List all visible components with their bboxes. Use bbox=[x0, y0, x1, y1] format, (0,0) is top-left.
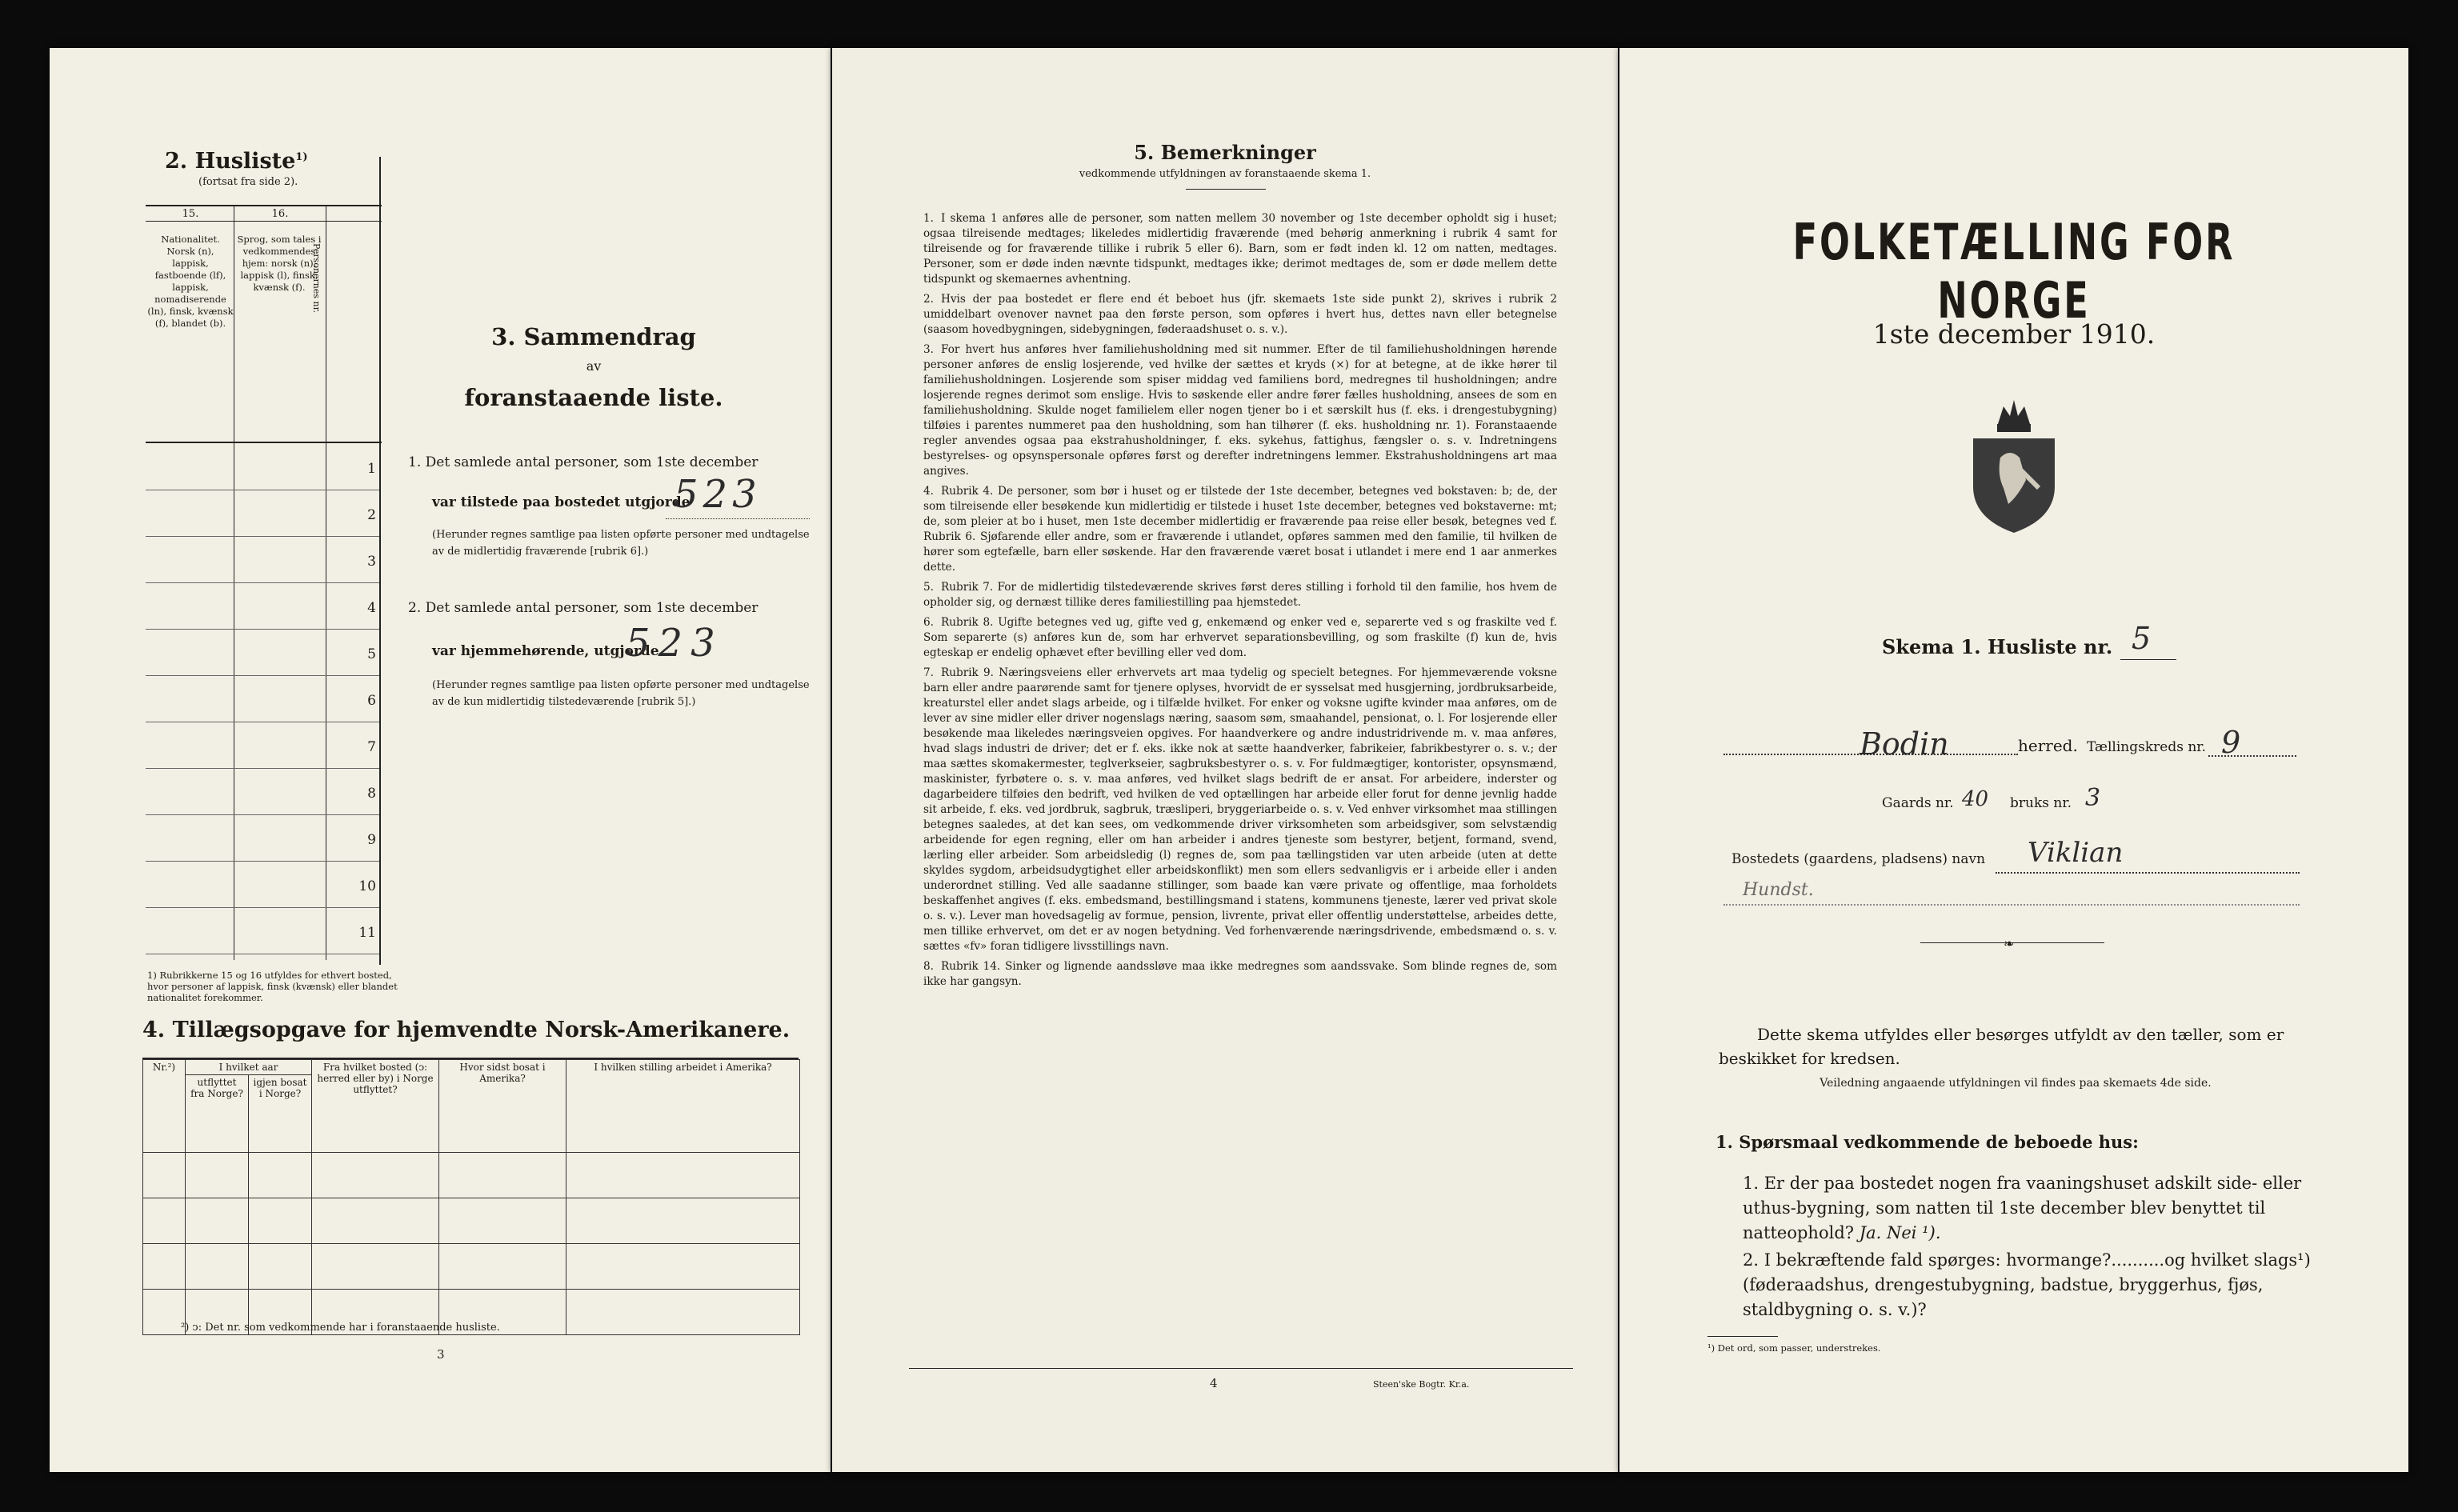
husliste-row-number: 10 bbox=[358, 878, 376, 894]
tillaeg-col-position: I hvilken stilling arbeidet i Amerika? bbox=[566, 1060, 800, 1153]
husliste-footnote: 1) Rubrikkerne 15 og 16 utfyldes for ethvert bosted, hvor personer af lappisk, finsk (kvænsk) eller blandet nationalitet forekommer. bbox=[147, 970, 398, 1003]
remarks-list bbox=[923, 211, 1557, 994]
husliste-row-number: 8 bbox=[367, 786, 376, 802]
summary-item-2-value: 523 bbox=[626, 621, 723, 666]
page-number-3: 3 bbox=[437, 1347, 445, 1362]
remark-item: 7. Rubrik 9. Næringsveiens eller erhvervets art maa tydelig og specielt betegnes. For hjemmeværende voksne barn eller andre paarørende samt for tjenere oplyses, hvorvidt de er sysselsat med husgjerning, jordbruksarbeide, kreaturstel eller andet slags arbeide, og i tilfælde hvilket. For enker og voksne ugifte kvinder maa anføres, om de lever av sine midler eller driver nogenslags næring, saasom søm, smaahandel, pensionat, o. l. For losjerende eller besøkende maa likeledes næringsveien opgives. For haandverkere og andre industridrivende m. v. maa anføres, hvad slags industri de driver; det er f. eks. ikke nok at sætte haandverker, fabrikeier, fabrikbestyrer o. s. v.; der maa sættes skomakermester, teglverkseier, sagbruksbestyrer o. s. v. For fuldmægtiger, kontorister, opsynsmænd, maskinister, fyrbøtere o. s. v. maa anføres, ved hvilket slags bedrift de er ansat. For arbeidere, inderster og dagarbeidere tilføies den bedrift, ved hvilken de ved optællingen har arbeide eller forut for denne jevnlig hadde sit arbeide, f. eks. ved jordbruk, sagbruk, træsliperi, bryggeriarbeide o. s. v. Ved enhver virksomhet maa stillingen betegnes saaledes, at det kan sees, om vedkommende driver virksomheten som arbeidsgiver, som selvstændig arbeidende for egen regning, eller om han arbeider i andres tjeneste som bestyrer, betjent, formand, svend, lærling eller arbeider. Som arbeidsledig (l) regnes de, som paa tællingstiden var uten arbeide (uten at dette skyldes sygdom, arbeidsudygtighet eller arbeidskonflikt) men som ellers sedvanligvis er i arbeide eller i anden underordnet stilling. Ved alle saadanne stillinger, som baade kan være private og offentlige, maa forholdets beskaffenhet angives (f. eks. embedsmand, bestillingsmand i statens, kommunens tjeneste, lærer ved privat skole o. s. v.). Lever man hovedsagelig av formue, pension, livrente, privat eller offentlig understøttelse, arbeides dette, men tillike erhvervet, om det er av nogen betydning. Ved forhenværende næringsdrivende, embedsmænd o. s. v. sættes «fv» foran tidligere livsstillings navn. bbox=[923, 666, 1557, 953]
kreds-value: 9 bbox=[2221, 725, 2241, 760]
husliste-row-line bbox=[146, 675, 379, 676]
col15-header: Nationalitet. Norsk (n), lappisk, fastboende (lf), lappisk, nomadiserende (ln), finsk, kvænsk (f), blandet (b). bbox=[147, 234, 234, 329]
tillaeg-footnote: ²) ↄ: Det nr. som vedkommende har i foranstaaende husliste. bbox=[181, 1322, 500, 1334]
bosted-value-2: Hundst. bbox=[1743, 880, 1814, 900]
husliste-row-number: 4 bbox=[367, 600, 376, 616]
summary-item-2-note: (Herunder regnes samtlige paa listen opførte personer med undtagelse av de kun midlertidig tilstedeværende [rubrik 5].) bbox=[432, 679, 810, 708]
col15-number: 15. bbox=[182, 208, 199, 220]
document-date: 1ste december 1910. bbox=[1872, 318, 2156, 350]
coat-of-arms-icon bbox=[1962, 392, 2066, 536]
right-footnote: ¹) Det ord, som passer, understrekes. bbox=[1707, 1342, 1881, 1354]
document-title: FOLKETÆLLING FOR NORGE bbox=[1792, 213, 2236, 330]
summary-item-2: 2. Det samlede antal personer, som 1ste december bbox=[408, 600, 759, 616]
tillaeg-col-emigrated: utflyttet fra Norge? bbox=[186, 1075, 249, 1153]
husliste-row-number: 1 bbox=[367, 461, 376, 477]
tillaeg-table bbox=[142, 1059, 800, 1335]
husliste-row-number: 5 bbox=[367, 646, 376, 662]
remark-item: 4. Rubrik 4. De personer, som bør i huset og er tilstede der 1ste december, betegnes ved bokstaven: b; de, der som tilreisende eller besøkende kun midlertidig er tilstede i huset 1ste december, betegnes ved bokstaverne: mt; de, som pleier at bo i huset, men 1ste december midlertidig er fraværende paa reise eller besøk, betegnes ved f. Rubrik 6. Sjøfarende eller andre, som er fraværende i utlandet, opføres sammen med den familie, til hvilken de hører som egtefælle, barn eller søskende. Har den fraværende været bosat i utlandet i mere end 1 aar anmerkes dette. bbox=[923, 485, 1557, 574]
veiledning-text: Veiledning angaaende utfyldningen vil findes paa skemaets 4de side. bbox=[1819, 1077, 2212, 1090]
bosted-label: Bostedets (gaardens, pladsens) navn bbox=[1731, 851, 1986, 867]
herred-value: Bodin bbox=[1860, 726, 1949, 762]
herred-label: herred. bbox=[2018, 736, 2078, 755]
summary-item-1-label: var tilstede paa bostedet utgjorde bbox=[432, 494, 691, 510]
husliste-title: 2. Husliste$^{1)}$ bbox=[165, 149, 308, 174]
remarks-subtitle: vedkommende utfyldningen av foranstaaende skema 1. bbox=[1079, 168, 1371, 180]
remark-item: 5. Rubrik 7. For de midlertidig tilstedeværende skrives først deres stilling i forhold til den familie, hos hvem de opholder sig, og dernæst tillike deres familiestilling paa hjemstedet. bbox=[923, 581, 1557, 609]
husliste-row-line bbox=[146, 768, 379, 769]
col16-header: Sprog, som tales i vedkommendes hjem: norsk (n), lappisk (l), finsk, kvænsk (f). bbox=[237, 234, 322, 293]
husliste-row-number: 3 bbox=[367, 554, 376, 570]
husliste-row-line bbox=[146, 582, 379, 583]
tillaeg-col-nr: Nr.²) bbox=[143, 1060, 186, 1153]
tillaeg-title: 4. Tillægsopgave for hjemvendte Norsk-Amerikanere. bbox=[142, 1018, 791, 1042]
husliste-row-line bbox=[146, 629, 379, 630]
husliste-subtitle: (fortsat fra side 2). bbox=[198, 176, 298, 188]
remark-item: 1. I skema 1 anføres alle de personer, som natten mellem 30 november og 1ste december opholdt sig i huset; ogsaa tilreisende medtages; likeledes midlertidig fraværende (med behørig anmerkning i rubrik 4 samt for tilreisende og for fraværende tillike i rubrik 5 eller 6). Barn, som er født inden kl. 12 om natten, medtages. Personer, som er døde inden nævnte tidspunkt, medtages ikke; derimot medtages de, som er døde mellem dette tidspunkt og skemaernes avhentning. bbox=[923, 212, 1557, 286]
husliste-row-number: 7 bbox=[367, 739, 376, 755]
col16-number: 16. bbox=[271, 208, 289, 220]
sammendrag-title: 3. Sammendrag bbox=[491, 323, 696, 350]
husliste-row-number: 9 bbox=[367, 832, 376, 848]
gaards-label: Gaards nr. bbox=[1882, 795, 1954, 811]
summary-item-1: 1. Det samlede antal personer, som 1ste december bbox=[408, 454, 759, 470]
gaards-value: 40 bbox=[1962, 787, 1989, 811]
summary-item-2-label: var hjemmehørende, utgjorde bbox=[432, 643, 659, 659]
tillaeg-col-year: I hvilket aar bbox=[186, 1060, 312, 1075]
husliste-row-number: 6 bbox=[367, 693, 376, 709]
bruks-value: 3 bbox=[2085, 784, 2101, 812]
bruks-label: bruks nr. bbox=[2010, 795, 2072, 811]
summary-item-1-note: (Herunder regnes samtlige paa listen opførte personer med undtagelse av de midlertidig fraværende [rubrik 6].) bbox=[432, 529, 810, 558]
husliste-row-line bbox=[146, 861, 379, 862]
summary-item-1-value: 523 bbox=[674, 472, 762, 517]
question-2: 2. I bekræftende fald spørges: hvormange?..........og hvilket slags¹) (føderaadshus, drengestubygning, badstue, bryggerhus, fjøs, staldbygning o. s. v.)? bbox=[1743, 1250, 2311, 1319]
sammendrag-av: av bbox=[586, 358, 602, 374]
page-number-4: 4 bbox=[1210, 1376, 1218, 1390]
husliste-row-number: 2 bbox=[367, 507, 376, 523]
sammendrag-subtitle: foranstaaende liste. bbox=[464, 384, 723, 411]
kreds-label: Tællingskreds nr. bbox=[2087, 739, 2206, 755]
skema-label: Skema 1. Husliste nr. bbox=[1882, 635, 2113, 658]
remark-item: 3. For hvert hus anføres hver familiehusholdning med sit nummer. Efter de til familiehusholdningen hørende personer anføres de enslig losjerende, ved hvilke der sættes et kryds (×) for at betegne, at de ikke hører til familiehusholdningen. Losjerende som spiser middag ved familiens bord, medregnes til husholdningen; andre losjerende regnes derimot som enslige. Hvis to søskende eller andre fører fælles husholdning, ansees de som en familiehusholdning. Skulde noget familielem eller nogen tjener bo i et særskilt hus (f. eks. i drengestubygning) tilføies i parentes nummeret paa den husholdning, som han tilhører (f. eks. husholdning nr. 1). Foranstaaende regler anvendes ogsaa paa ekstrahusholdninger, f. eks. sykehus, fattighus, fængsler o. s. v. Indretningens bestyrelses- og opsynspersonale opføres først og derefter indretningens lemmer. Ekstrahusholdningens art maa angives. bbox=[923, 343, 1557, 478]
remarks-title: 5. Bemerkninger bbox=[1134, 141, 1316, 164]
question-1: 1. Er der paa bostedet nogen fra vaaningshuset adskilt side- eller uthus-bygning, som natten til 1ste december blev benyttet til natteophold? Ja. Nei ¹). bbox=[1743, 1174, 2302, 1242]
husliste-row-line bbox=[146, 536, 379, 537]
question-heading: 1. Spørsmaal vedkommende de beboede hus: bbox=[1715, 1132, 2139, 1152]
husliste-row-line bbox=[146, 814, 379, 815]
instruction-text: Dette skema utfyldes eller besørges utfyldt av den tæller, som er beskikket for kredsen. bbox=[1719, 1025, 2284, 1068]
tillaeg-col-from: Fra hvilket bosted (ↄ: herred eller by) i Norge utflyttet? bbox=[312, 1060, 439, 1153]
remark-item: 2. Hvis der paa bostedet er flere end ét beboet hus (jfr. skemaets 1ste side punkt 2), skrives i rubrik 2 umiddelbart ovenover navnet paa den første person, som opføres i hvert hus, dettes navn eller betegnelse (saasom hovedbygningen, sidebygningen, føderaadshuset o. s. v.). bbox=[923, 293, 1557, 336]
tillaeg-col-last: Hvor sidst bosat i Amerika? bbox=[439, 1060, 566, 1153]
page-right bbox=[1619, 48, 2408, 1472]
husliste-row-line bbox=[146, 907, 379, 908]
page-left bbox=[50, 48, 831, 1472]
col-person-header: Personernes nr. bbox=[311, 243, 322, 314]
husliste-nr: 5 bbox=[2132, 621, 2152, 656]
page-middle bbox=[832, 48, 1618, 1472]
ornament-icon: ❧ bbox=[2004, 936, 2015, 951]
tillaeg-col-returned: igjen bosat i Norge? bbox=[249, 1075, 312, 1153]
husliste-row-number: 11 bbox=[358, 925, 376, 941]
remark-item: 8. Rubrik 14. Sinker og lignende aandssløve maa ikke medregnes som aandssvake. Som blinde regnes de, som ikke har gangsyn. bbox=[923, 960, 1557, 988]
bosted-value: Viklian bbox=[2028, 837, 2124, 869]
remark-item: 6. Rubrik 8. Ugifte betegnes ved ug, gifte ved g, enkemænd og enker ved e, separerte ved s og fraskilte ved f. Som separerte (s) anføres kun de, som har erhvervet separationsbevilling, og som fraskilte (f) kun de, hvis egteskap er endelig ophævet efter bevilling eller ved dom. bbox=[923, 616, 1557, 659]
printer-mark: Steen'ske Bogtr. Kr.a. bbox=[1373, 1379, 1470, 1390]
